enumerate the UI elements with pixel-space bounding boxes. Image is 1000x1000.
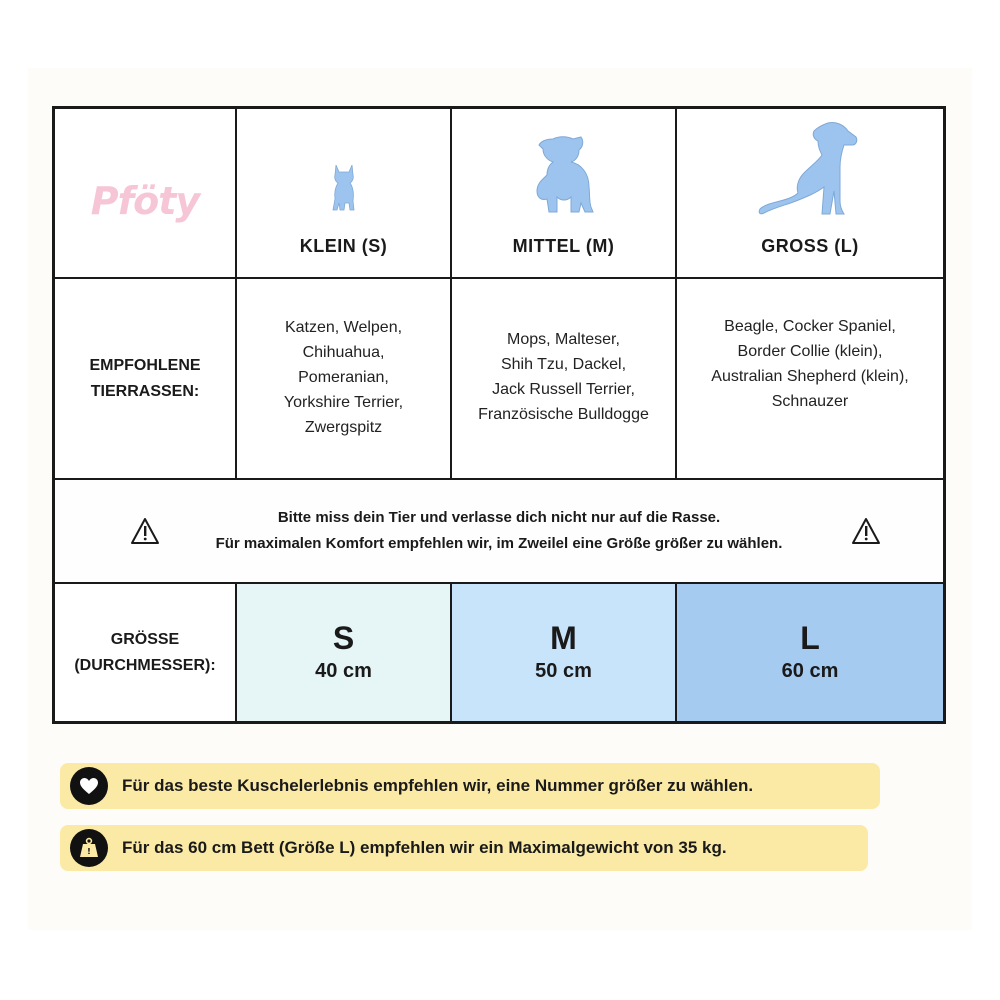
pug-silhouette-icon bbox=[533, 135, 595, 215]
size-s-cell bbox=[237, 584, 450, 721]
breed-line: Shih Tzu, Dackel, bbox=[500, 355, 627, 373]
notice-line-1: Bitte miss dein Tier und verlasse dich nicht nur auf die Rasse. bbox=[277, 509, 721, 526]
cat-silhouette-icon bbox=[329, 163, 359, 213]
breed-line: Schnauzer bbox=[771, 392, 849, 410]
measure-notice bbox=[55, 480, 943, 582]
weight-icon bbox=[70, 829, 108, 867]
breeds-label-line-1: EMPFOHLENE bbox=[89, 356, 201, 374]
brand-logo: Pföty bbox=[90, 179, 200, 223]
header-medium bbox=[452, 109, 675, 277]
header-small-label: KLEIN (S) bbox=[299, 236, 388, 256]
size-s-diameter: 40 cm bbox=[315, 659, 372, 682]
header-medium-label: MITTEL (M) bbox=[512, 236, 615, 256]
warning-triangle-icon bbox=[130, 517, 160, 545]
tip-max-weight-text: Für das 60 cm Bett (Größe L) empfehlen wir ein Maximalgewicht von 35 kg. bbox=[122, 838, 727, 857]
heart-icon bbox=[70, 767, 108, 805]
diameter-row-label bbox=[55, 584, 235, 721]
breed-line: Yorkshire Terrier, bbox=[283, 393, 404, 411]
diameter-label-line-2: (DURCHMESSER): bbox=[74, 656, 216, 674]
size-chart-table bbox=[52, 106, 946, 724]
svg-text:!: ! bbox=[87, 847, 91, 856]
dog-silhouette-icon bbox=[758, 121, 862, 217]
breed-line: Pomeranian, bbox=[298, 368, 389, 386]
breeds-small-cell bbox=[237, 279, 450, 478]
warning-triangle-icon bbox=[851, 517, 881, 545]
size-l-cell bbox=[677, 584, 943, 721]
breed-line: Australian Shepherd (klein), bbox=[711, 367, 909, 385]
breeds-label-line-2: TIERRASSEN: bbox=[90, 382, 200, 400]
size-l-diameter: 60 cm bbox=[781, 659, 839, 682]
breed-line: Französische Bulldogge bbox=[478, 405, 649, 423]
breeds-medium-cell bbox=[452, 279, 675, 478]
notice-line-2: Für maximalen Komfort empfehlen wir, im Zweilel eine Größe größer zu wählen. bbox=[215, 535, 783, 552]
size-m-diameter: 50 cm bbox=[535, 659, 592, 682]
breeds-large-cell bbox=[677, 279, 943, 478]
breed-line: Zwergspitz bbox=[304, 418, 383, 436]
logo-cell bbox=[55, 109, 235, 277]
diameter-label-line-1: GRÖSSE bbox=[110, 630, 180, 648]
header-small bbox=[237, 109, 450, 277]
breeds-row-label bbox=[55, 279, 235, 478]
breed-line: Beagle, Cocker Spaniel, bbox=[724, 317, 896, 335]
size-s-letter: S bbox=[332, 619, 355, 656]
breed-line: Katzen, Welpen, bbox=[284, 318, 403, 336]
tip-size-up-text: Für das beste Kuschelerlebnis empfehlen wir, eine Nummer größer zu wählen. bbox=[122, 776, 754, 795]
breed-line: Border Collie (klein), bbox=[737, 342, 883, 360]
tip-max-weight bbox=[60, 825, 868, 871]
header-large bbox=[677, 109, 943, 277]
size-l-letter: L bbox=[800, 619, 820, 656]
breed-line: Jack Russell Terrier, bbox=[492, 380, 635, 398]
breed-line: Mops, Malteser, bbox=[507, 330, 620, 348]
breed-line: Chihuahua, bbox=[302, 343, 385, 361]
size-m-cell bbox=[452, 584, 675, 721]
size-m-letter: M bbox=[550, 619, 577, 656]
header-large-label: GROSS (L) bbox=[761, 236, 859, 256]
tip-size-up bbox=[60, 763, 880, 809]
